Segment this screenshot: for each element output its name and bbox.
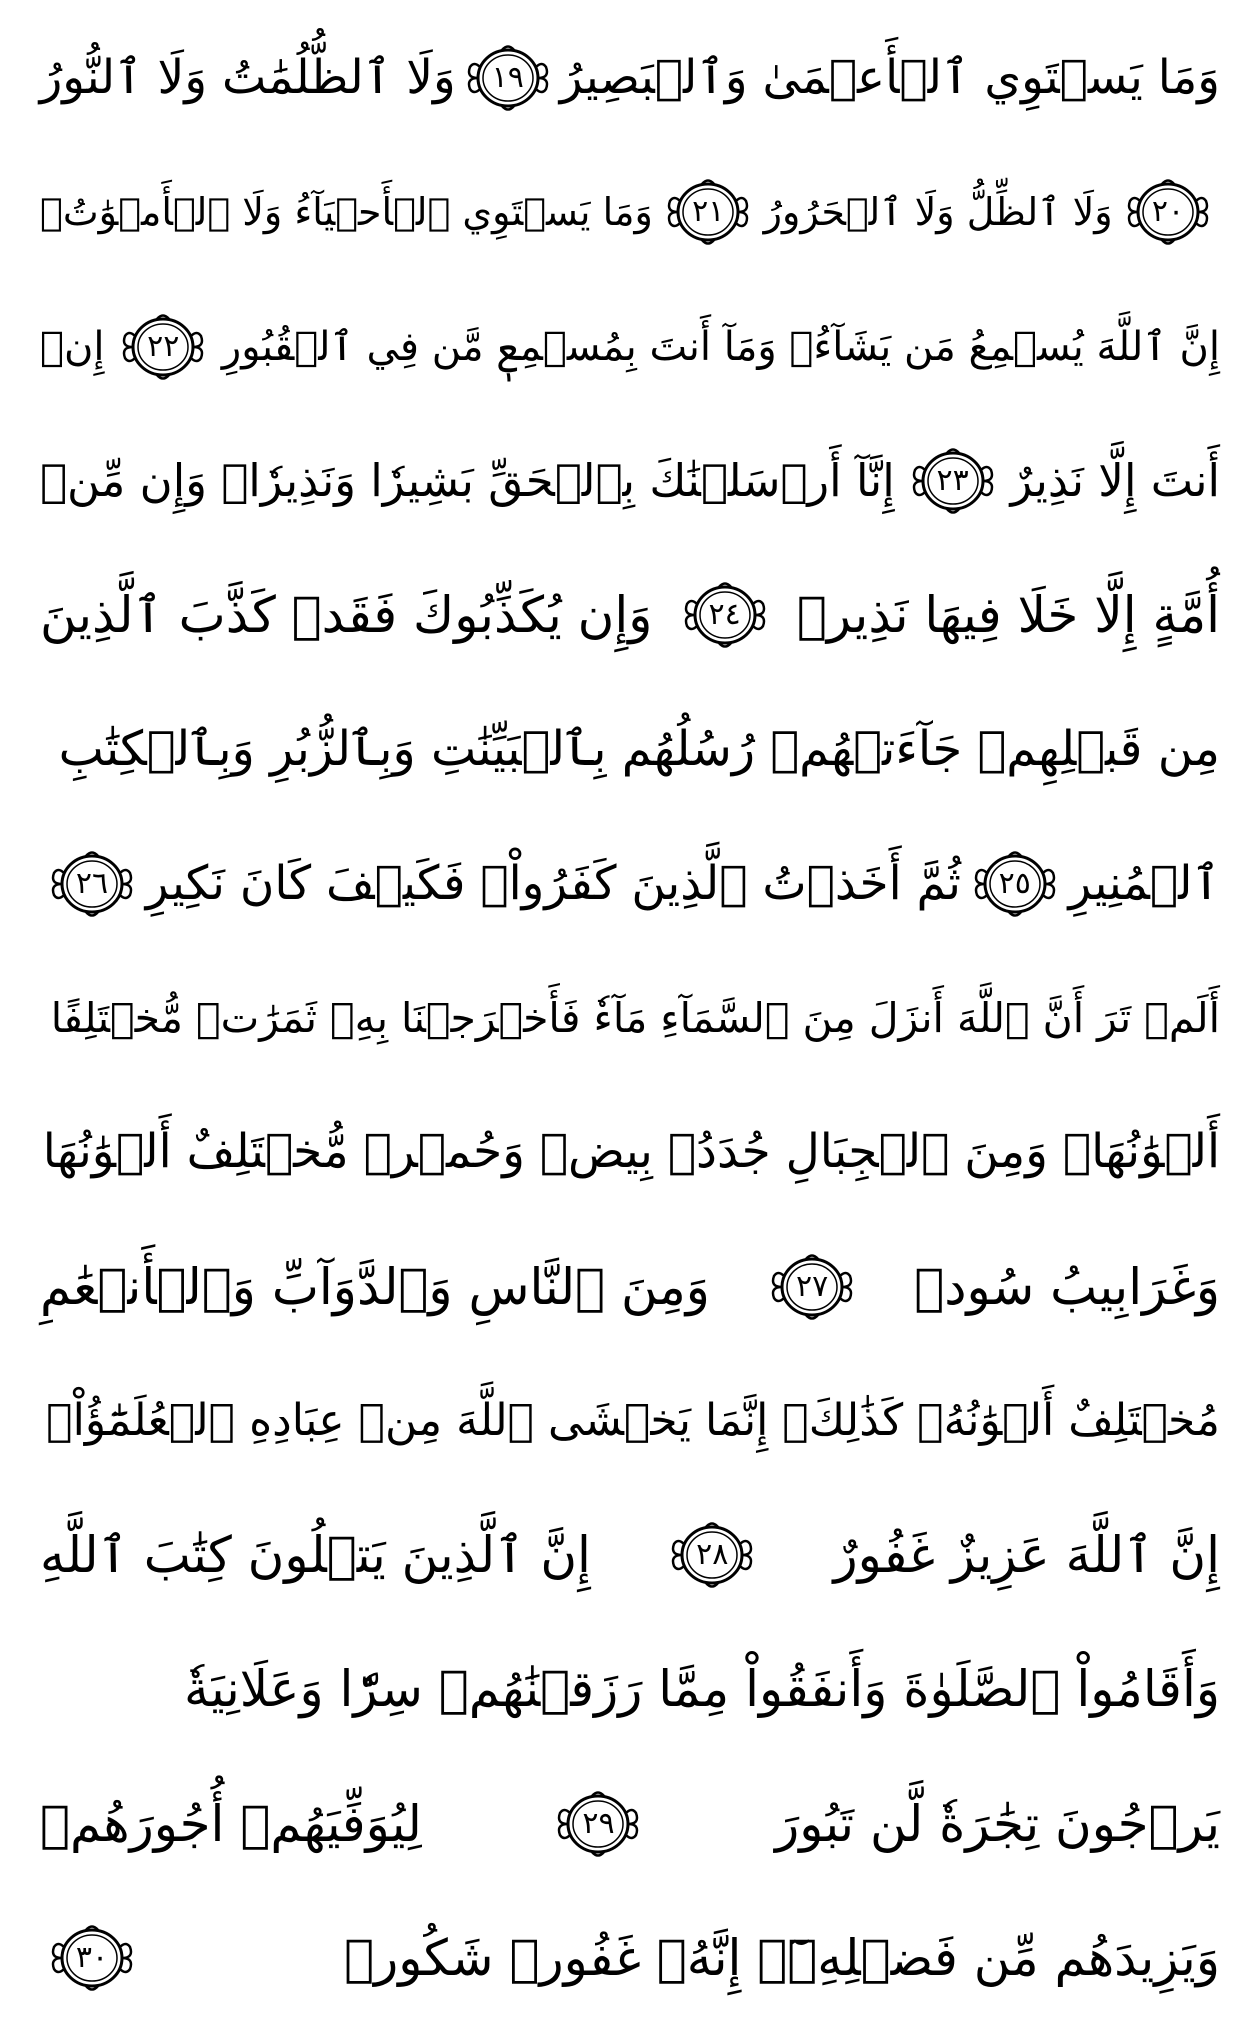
text-lines xyxy=(40,18,1220,2018)
verse-text: وَأَقَامُواْ ٱلصَّلَوٰةَ وَأَنفَقُواْ مِمَّا رَزَقۡنَٰهُمۡ سِرّٗا وَعَلَانِيَةٗ xyxy=(183,1660,1220,1719)
verse-text: وَإِن يُكَذِّبُوكَ فَقَدۡ كَذَّبَ ٱلَّذِينَ xyxy=(40,586,653,645)
verse-text: مُخۡتَلِفٌ أَلۡوَٰنُهُۥ كَذَٰلِكَۗ إِنَّمَا يَخۡشَى ٱللَّهَ مِنۡ عِبَادِهِ ٱلۡعُلَمَٰٓؤُاْۗ xyxy=(46,1394,1220,1446)
verse-end-marker xyxy=(662,177,754,247)
verse-number: ٢٩ xyxy=(582,1805,615,1841)
verse-number: ٢١ xyxy=(692,194,725,230)
text-line xyxy=(40,152,1220,272)
text-line xyxy=(40,1495,1220,1615)
text-line xyxy=(40,958,1220,1078)
text-line xyxy=(40,1092,1220,1212)
text-line xyxy=(40,1227,1220,1347)
verse-end-marker xyxy=(766,1252,858,1322)
verse-text: وَمَا يَسۡتَوِي ٱلۡأَحۡيَآءُ وَلَا ٱلۡأَمۡوَٰتُۚ xyxy=(40,190,653,235)
verse-text: أُمَّةٍ إِلَّا خَلَا فِيهَا نَذِيرٞ xyxy=(796,586,1220,645)
verse-text: ٱلۡمُنِيرِ xyxy=(1068,855,1220,911)
verse-text: وَمِنَ ٱلنَّاسِ وَٱلدَّوَآبِّ وَٱلۡأَنۡعَٰمِ xyxy=(40,1257,710,1316)
verse-text: إِنَّ ٱلَّذِينَ يَتۡلُونَ كِتَٰبَ ٱللَّهِ xyxy=(40,1526,591,1585)
text-line xyxy=(40,689,1220,809)
verse-number: ٢٤ xyxy=(708,597,741,633)
verse-number: ٢٨ xyxy=(696,1537,729,1573)
verse-text: أَلَمۡ تَرَ أَنَّ ٱللَّهَ أَنزَلَ مِنَ ٱلسَّمَآءِ مَآءٗ فَأَخۡرَجۡنَا بِهِۦ ثَمَرَٰتٖ مُّخۡتَلِفًا xyxy=(50,993,1220,1042)
verse-text: وَمَا يَسۡتَوِي ٱلۡأَعۡمَىٰ وَٱلۡبَصِيرُ xyxy=(559,50,1220,105)
verse-text: مِن قَبۡلِهِمۡ جَآءَتۡهُمۡ رُسُلُهُم بِٱلۡبَيِّنَٰتِ وَبِٱلزُّبُرِ وَبِٱلۡكِتَٰبِ xyxy=(58,721,1220,778)
text-line xyxy=(40,1361,1220,1481)
verse-number: ٣٠ xyxy=(75,1939,109,1975)
verse-text: أَنتَ إِلَّا نَذِيرٌ xyxy=(1010,453,1220,507)
verse-end-marker xyxy=(969,849,1061,919)
verse-end-marker xyxy=(46,1923,138,1993)
verse-text: يَرۡجُونَ تِجَٰرَةٗ لَّن تَبُورَ xyxy=(775,1794,1220,1853)
verse-number: ٢٠ xyxy=(1151,194,1185,230)
verse-text: إِنَّآ أَرۡسَلۡنَٰكَ بِٱلۡحَقِّ بَشِيرٗا وَنَذِيرٗاۚ وَإِن مِّنۡ xyxy=(40,453,895,507)
verse-number: ٢٢ xyxy=(147,328,180,364)
verse-end-marker xyxy=(462,43,554,113)
verse-end-marker xyxy=(1122,177,1214,247)
verse-text: إِنَّ ٱللَّهَ يُسۡمِعُ مَن يَشَآءُۖ وَمَآ أَنتَ بِمُسۡمِعٖ مَّن فِي ٱلۡقُبُورِ xyxy=(221,323,1220,370)
verse-number: ٢٧ xyxy=(795,1268,829,1304)
text-line xyxy=(40,1898,1220,2018)
verse-text: وَيَزِيدَهُم مِّن فَضۡلِهِۦٓۚ إِنَّهُۥ غَفُورٞ شَكُورٞ xyxy=(344,1928,1220,1987)
verse-end-marker xyxy=(46,849,138,919)
text-line xyxy=(40,1764,1220,1884)
verse-text: إِنۡ xyxy=(40,323,105,370)
verse-number: ٢٣ xyxy=(936,462,969,498)
verse-text: أَلۡوَٰنُهَاۚ وَمِنَ ٱلۡجِبَالِ جُدَدُۢ بِيضٞ وَحُمۡرٞ مُّخۡتَلِفٌ أَلۡوَٰنُهَا xyxy=(42,1124,1220,1180)
text-line xyxy=(40,555,1220,675)
verse-end-marker xyxy=(679,580,771,650)
verse-text: وَلَا ٱلظُّلُمَٰتُ وَلَا ٱلنُّورُ xyxy=(39,50,456,105)
text-line xyxy=(40,1629,1220,1749)
text-line xyxy=(40,18,1220,138)
verse-end-marker xyxy=(666,1520,758,1590)
verse-number: ١٩ xyxy=(491,60,524,95)
text-line xyxy=(40,287,1220,407)
text-line xyxy=(40,824,1220,944)
verse-end-marker xyxy=(907,446,999,516)
verse-text: وَلَا ٱلظِّلُّ وَلَا ٱلۡحَرُورُ xyxy=(763,190,1113,235)
verse-text: ثُمَّ أَخَذۡتُ ٱلَّذِينَ كَفَرُواْۖ فَكَيۡفَ كَانَ نَكِيرِ xyxy=(145,855,961,911)
verse-number: ٢٥ xyxy=(998,865,1031,901)
verse-end-marker xyxy=(552,1789,644,1859)
verse-text: وَغَرَابِيبُ سُودٞ xyxy=(914,1257,1220,1316)
verse-number: ٢٦ xyxy=(75,865,109,901)
verse-end-marker xyxy=(117,312,209,382)
verse-text: لِيُوَفِّيَهُمۡ أُجُورَهُمۡ xyxy=(40,1794,422,1853)
verse-text: إِنَّ ٱللَّهَ عَزِيزٌ غَفُورٌ xyxy=(833,1526,1220,1585)
text-line xyxy=(40,421,1220,541)
